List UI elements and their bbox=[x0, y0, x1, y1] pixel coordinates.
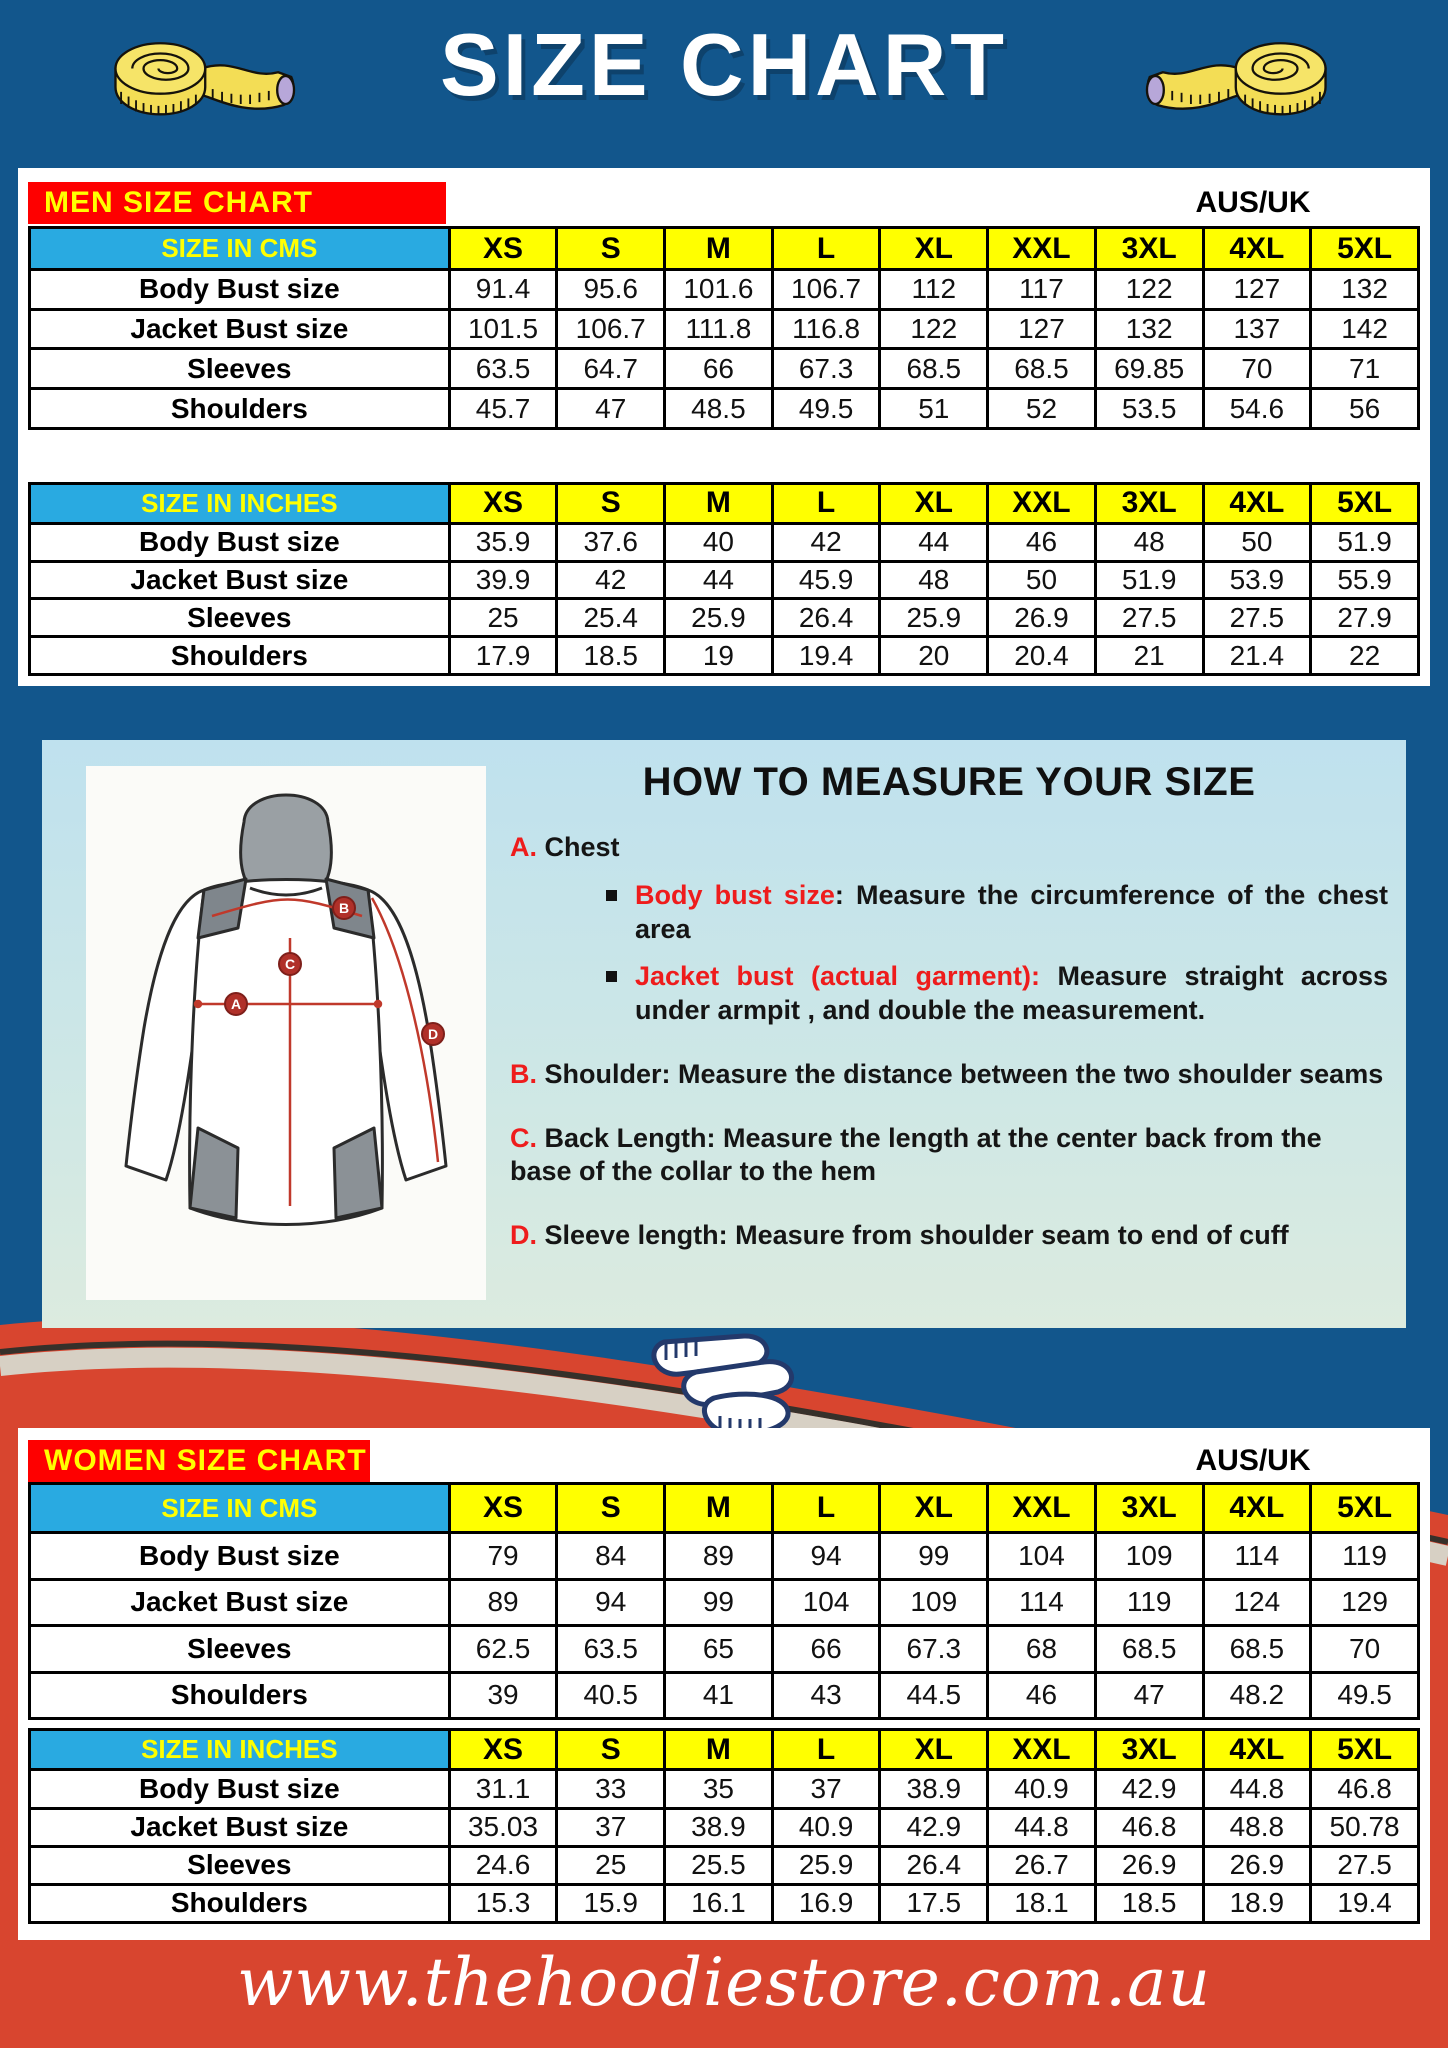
size-value-cell: 38.9 bbox=[880, 1770, 988, 1808]
unit-header-cell: SIZE IN INCHES bbox=[30, 484, 450, 524]
measuring-tape-icon bbox=[1118, 28, 1333, 123]
size-value-cell: 40.9 bbox=[772, 1808, 880, 1846]
size-column-header: XXL bbox=[988, 484, 1096, 524]
size-column-header: S bbox=[557, 228, 665, 270]
size-value-cell: 104 bbox=[988, 1533, 1096, 1579]
unit-header-cell: SIZE IN INCHES bbox=[30, 1730, 450, 1770]
size-value-cell: 41 bbox=[665, 1672, 773, 1718]
size-column-header: S bbox=[557, 484, 665, 524]
size-value-cell: 18.1 bbox=[988, 1884, 1096, 1922]
page-title: SIZE CHART bbox=[440, 15, 1008, 114]
size-value-cell: 68.5 bbox=[1095, 1626, 1203, 1672]
size-value-cell: 27.5 bbox=[1311, 1846, 1419, 1884]
size-value-cell: 129 bbox=[1311, 1579, 1419, 1625]
size-value-cell: 48.2 bbox=[1203, 1672, 1311, 1718]
size-column-header: 4XL bbox=[1203, 228, 1311, 270]
size-column-header: 4XL bbox=[1203, 484, 1311, 524]
size-column-header: 4XL bbox=[1203, 1484, 1311, 1533]
size-value-cell: 99 bbox=[880, 1533, 988, 1579]
size-column-header: XXL bbox=[988, 228, 1096, 270]
size-column-header: XS bbox=[449, 484, 557, 524]
size-value-cell: 27.9 bbox=[1311, 599, 1419, 637]
size-value-cell: 40.5 bbox=[557, 1672, 665, 1718]
size-value-cell: 70 bbox=[1203, 349, 1311, 389]
size-column-header: S bbox=[557, 1484, 665, 1533]
size-value-cell: 63.5 bbox=[557, 1626, 665, 1672]
size-value-cell: 48.5 bbox=[665, 389, 773, 429]
instruction-text: Measure the distance between the two shoulder seams bbox=[670, 1058, 1384, 1089]
size-value-cell: 68.5 bbox=[1203, 1626, 1311, 1672]
instruction-letter: A. bbox=[510, 832, 545, 862]
size-value-cell: 20 bbox=[880, 637, 988, 675]
size-value-cell: 71 bbox=[1311, 349, 1419, 389]
size-value-cell: 70 bbox=[1311, 1626, 1419, 1672]
measurement-row-label: Shoulders bbox=[30, 1884, 450, 1922]
size-value-cell: 35.9 bbox=[449, 523, 557, 561]
size-value-cell: 15.9 bbox=[557, 1884, 665, 1922]
size-value-cell: 99 bbox=[665, 1579, 773, 1625]
size-column-header: 5XL bbox=[1311, 484, 1419, 524]
size-value-cell: 17.5 bbox=[880, 1884, 988, 1922]
size-value-cell: 33 bbox=[557, 1770, 665, 1808]
size-column-header: XL bbox=[880, 1730, 988, 1770]
svg-text:B: B bbox=[338, 900, 350, 916]
measurement-row-label: Body Bust size bbox=[30, 1533, 450, 1579]
size-value-cell: 19 bbox=[665, 637, 773, 675]
size-value-cell: 24.6 bbox=[449, 1846, 557, 1884]
size-value-cell: 68 bbox=[988, 1626, 1096, 1672]
size-value-cell: 21 bbox=[1095, 637, 1203, 675]
size-value-cell: 40 bbox=[665, 523, 773, 561]
size-value-cell: 53.5 bbox=[1095, 389, 1203, 429]
instruction-title: Sleeve length: bbox=[544, 1220, 728, 1250]
size-column-header: XXL bbox=[988, 1730, 1096, 1770]
instruction-title: Chest bbox=[544, 832, 620, 862]
instruction-item bbox=[510, 1058, 1388, 1092]
size-value-cell: 21.4 bbox=[1203, 637, 1311, 675]
size-column-header: M bbox=[665, 228, 773, 270]
size-value-cell: 51 bbox=[880, 389, 988, 429]
measurement-row-label: Sleeves bbox=[30, 1626, 450, 1672]
size-value-cell: 66 bbox=[665, 349, 773, 389]
size-value-cell: 114 bbox=[1203, 1533, 1311, 1579]
region-label: AUS/UK bbox=[1195, 186, 1311, 219]
size-value-cell: 26.9 bbox=[988, 599, 1096, 637]
size-value-cell: 26.7 bbox=[988, 1846, 1096, 1884]
size-column-header: XL bbox=[880, 484, 988, 524]
size-value-cell: 112 bbox=[880, 270, 988, 310]
measurement-row-label: Sleeves bbox=[30, 349, 450, 389]
size-value-cell: 49.5 bbox=[772, 389, 880, 429]
measurement-row-label: Sleeves bbox=[30, 1846, 450, 1884]
size-value-cell: 40.9 bbox=[988, 1770, 1096, 1808]
region-label: AUS/UK bbox=[1195, 1444, 1311, 1477]
size-value-cell: 67.3 bbox=[880, 1626, 988, 1672]
size-value-cell: 56 bbox=[1311, 389, 1419, 429]
measurement-row-label: Jacket Bust size bbox=[30, 309, 450, 349]
size-value-cell: 51.9 bbox=[1311, 523, 1419, 561]
size-value-cell: 127 bbox=[988, 309, 1096, 349]
size-value-cell: 22 bbox=[1311, 637, 1419, 675]
instruction-bullet: Body bust size: Measure the circumference of the chest area bbox=[606, 879, 1388, 947]
size-value-cell: 47 bbox=[1095, 1672, 1203, 1718]
instruction-item bbox=[510, 1219, 1388, 1253]
instruction-letter: D. bbox=[510, 1220, 545, 1250]
size-value-cell: 25.9 bbox=[880, 599, 988, 637]
size-column-header: XS bbox=[449, 1730, 557, 1770]
women-inches-table bbox=[28, 1728, 1420, 1924]
women-size-chart-panel bbox=[18, 1428, 1430, 1940]
size-value-cell: 18.5 bbox=[1095, 1884, 1203, 1922]
size-column-header: L bbox=[772, 1730, 880, 1770]
size-column-header: 3XL bbox=[1095, 1730, 1203, 1770]
size-value-cell: 44.8 bbox=[1203, 1770, 1311, 1808]
size-value-cell: 124 bbox=[1203, 1579, 1311, 1625]
measurement-row-label: Jacket Bust size bbox=[30, 561, 450, 599]
bullet-square-icon bbox=[606, 971, 617, 982]
size-value-cell: 53.9 bbox=[1203, 561, 1311, 599]
size-value-cell: 137 bbox=[1203, 309, 1311, 349]
size-value-cell: 20.4 bbox=[988, 637, 1096, 675]
size-value-cell: 52 bbox=[988, 389, 1096, 429]
size-value-cell: 94 bbox=[772, 1533, 880, 1579]
size-column-header: M bbox=[665, 1730, 773, 1770]
unit-header-cell: SIZE IN CMS bbox=[30, 228, 450, 270]
men-size-chart-panel bbox=[18, 168, 1430, 686]
men-chart-label: MEN SIZE CHART bbox=[28, 182, 446, 224]
instruction-title: Back Length: bbox=[544, 1122, 716, 1153]
women-cm-table bbox=[28, 1482, 1420, 1720]
size-value-cell: 19.4 bbox=[772, 637, 880, 675]
size-value-cell: 38.9 bbox=[665, 1808, 773, 1846]
size-value-cell: 35 bbox=[665, 1770, 773, 1808]
size-value-cell: 109 bbox=[880, 1579, 988, 1625]
size-value-cell: 25 bbox=[449, 599, 557, 637]
size-value-cell: 25.4 bbox=[557, 599, 665, 637]
size-value-cell: 95.6 bbox=[557, 270, 665, 310]
size-value-cell: 114 bbox=[988, 1579, 1096, 1625]
size-value-cell: 42.9 bbox=[1095, 1770, 1203, 1808]
size-value-cell: 44.5 bbox=[880, 1672, 988, 1718]
instruction-text: Measure from shoulder seam to end of cuff bbox=[727, 1220, 1289, 1250]
size-value-cell: 132 bbox=[1095, 309, 1203, 349]
size-value-cell: 67.3 bbox=[772, 349, 880, 389]
size-value-cell: 37 bbox=[772, 1770, 880, 1808]
size-value-cell: 42 bbox=[772, 523, 880, 561]
size-value-cell: 25.5 bbox=[665, 1846, 773, 1884]
size-value-cell: 26.9 bbox=[1203, 1846, 1311, 1884]
hoodie-back-measurement-diagram bbox=[86, 766, 486, 1300]
size-value-cell: 94 bbox=[557, 1579, 665, 1625]
how-to-measure-panel bbox=[42, 740, 1406, 1328]
size-value-cell: 132 bbox=[1311, 270, 1419, 310]
size-value-cell: 127 bbox=[1203, 270, 1311, 310]
size-value-cell: 89 bbox=[449, 1579, 557, 1625]
how-to-measure-heading: HOW TO MEASURE YOUR SIZE bbox=[642, 760, 1256, 804]
measurement-row-label: Body Bust size bbox=[30, 523, 450, 561]
size-table bbox=[28, 1482, 1420, 1720]
size-column-header: M bbox=[665, 1484, 773, 1533]
instruction-item bbox=[510, 831, 1388, 1028]
size-value-cell: 44 bbox=[880, 523, 988, 561]
size-table bbox=[28, 482, 1420, 676]
size-value-cell: 51.9 bbox=[1095, 561, 1203, 599]
instruction-letter: C. bbox=[510, 1122, 545, 1153]
measurement-row-label: Jacket Bust size bbox=[30, 1579, 450, 1625]
size-value-cell: 89 bbox=[665, 1533, 773, 1579]
measurement-row-label: Shoulders bbox=[30, 1672, 450, 1718]
size-value-cell: 37 bbox=[557, 1808, 665, 1846]
size-value-cell: 46.8 bbox=[1311, 1770, 1419, 1808]
size-value-cell: 39.9 bbox=[449, 561, 557, 599]
size-value-cell: 63.5 bbox=[449, 349, 557, 389]
size-value-cell: 39 bbox=[449, 1672, 557, 1718]
size-value-cell: 31.1 bbox=[449, 1770, 557, 1808]
size-value-cell: 46 bbox=[988, 1672, 1096, 1718]
size-value-cell: 45.7 bbox=[449, 389, 557, 429]
measurement-row-label: Shoulders bbox=[30, 637, 450, 675]
size-value-cell: 48.8 bbox=[1203, 1808, 1311, 1846]
size-value-cell: 17.9 bbox=[449, 637, 557, 675]
size-value-cell: 54.6 bbox=[1203, 389, 1311, 429]
size-value-cell: 25 bbox=[557, 1846, 665, 1884]
size-value-cell: 68.5 bbox=[988, 349, 1096, 389]
size-value-cell: 25.9 bbox=[772, 1846, 880, 1884]
size-value-cell: 48 bbox=[1095, 523, 1203, 561]
size-value-cell: 106.7 bbox=[557, 309, 665, 349]
size-value-cell: 64.7 bbox=[557, 349, 665, 389]
size-value-cell: 66 bbox=[772, 1626, 880, 1672]
size-value-cell: 35.03 bbox=[449, 1808, 557, 1846]
size-value-cell: 16.9 bbox=[772, 1884, 880, 1922]
size-value-cell: 68.5 bbox=[880, 349, 988, 389]
measurement-row-label: Body Bust size bbox=[30, 1770, 450, 1808]
size-value-cell: 26.4 bbox=[772, 599, 880, 637]
unit-header-cell: SIZE IN CMS bbox=[30, 1484, 450, 1533]
size-value-cell: 16.1 bbox=[665, 1884, 773, 1922]
page-header bbox=[0, 0, 1448, 140]
size-value-cell: 50 bbox=[988, 561, 1096, 599]
size-value-cell: 117 bbox=[988, 270, 1096, 310]
size-value-cell: 42 bbox=[557, 561, 665, 599]
size-value-cell: 122 bbox=[880, 309, 988, 349]
size-column-header: 5XL bbox=[1311, 1730, 1419, 1770]
women-chart-label: WOMEN SIZE CHART bbox=[28, 1440, 370, 1482]
size-value-cell: 69.85 bbox=[1095, 349, 1203, 389]
size-column-header: L bbox=[772, 1484, 880, 1533]
svg-text:C: C bbox=[284, 956, 296, 972]
size-value-cell: 46 bbox=[988, 523, 1096, 561]
size-value-cell: 101.6 bbox=[665, 270, 773, 310]
size-column-header: XL bbox=[880, 228, 988, 270]
size-value-cell: 62.5 bbox=[449, 1626, 557, 1672]
instruction-text: Measure the length at the center back from the base of the collar to the hem bbox=[510, 1122, 1322, 1187]
size-column-header: L bbox=[772, 228, 880, 270]
size-column-header: XS bbox=[449, 1484, 557, 1533]
size-value-cell: 18.5 bbox=[557, 637, 665, 675]
size-value-cell: 45.9 bbox=[772, 561, 880, 599]
size-value-cell: 46.8 bbox=[1095, 1808, 1203, 1846]
bullet-square-icon bbox=[606, 890, 617, 901]
size-value-cell: 26.4 bbox=[880, 1846, 988, 1884]
measurement-row-label: Body Bust size bbox=[30, 270, 450, 310]
size-value-cell: 44.8 bbox=[988, 1808, 1096, 1846]
measurement-row-label: Jacket Bust size bbox=[30, 1808, 450, 1846]
svg-text:D: D bbox=[427, 1026, 439, 1042]
size-column-header: L bbox=[772, 484, 880, 524]
instruction-item bbox=[510, 1122, 1388, 1190]
men-cm-table bbox=[28, 226, 1420, 430]
size-value-cell: 15.3 bbox=[449, 1884, 557, 1922]
size-value-cell: 142 bbox=[1311, 309, 1419, 349]
size-value-cell: 111.8 bbox=[665, 309, 773, 349]
size-value-cell: 42.9 bbox=[880, 1808, 988, 1846]
size-value-cell: 101.5 bbox=[449, 309, 557, 349]
size-column-header: 5XL bbox=[1311, 228, 1419, 270]
size-value-cell: 27.5 bbox=[1095, 599, 1203, 637]
size-value-cell: 116.8 bbox=[772, 309, 880, 349]
size-value-cell: 79 bbox=[449, 1533, 557, 1579]
size-value-cell: 119 bbox=[1095, 1579, 1203, 1625]
size-column-header: M bbox=[665, 484, 773, 524]
size-value-cell: 43 bbox=[772, 1672, 880, 1718]
store-url: www.thehoodiestore.com.au bbox=[237, 1944, 1211, 2021]
measurement-row-label: Sleeves bbox=[30, 599, 450, 637]
size-value-cell: 106.7 bbox=[772, 270, 880, 310]
size-value-cell: 84 bbox=[557, 1533, 665, 1579]
size-value-cell: 49.5 bbox=[1311, 1672, 1419, 1718]
instruction-letter: B. bbox=[510, 1058, 545, 1089]
size-column-header: 3XL bbox=[1095, 1484, 1203, 1533]
men-inches-table bbox=[28, 482, 1420, 676]
instruction-bullet: Jacket bust (actual garment): Measure straight across under armpit , and double the measurement. bbox=[606, 960, 1388, 1028]
size-value-cell: 37.6 bbox=[557, 523, 665, 561]
size-value-cell: 27.5 bbox=[1203, 599, 1311, 637]
size-column-header: XXL bbox=[988, 1484, 1096, 1533]
size-column-header: XL bbox=[880, 1484, 988, 1533]
measuring-tape-icon bbox=[636, 1332, 826, 1440]
size-column-header: S bbox=[557, 1730, 665, 1770]
size-column-header: 3XL bbox=[1095, 484, 1203, 524]
size-value-cell: 26.9 bbox=[1095, 1846, 1203, 1884]
size-value-cell: 18.9 bbox=[1203, 1884, 1311, 1922]
size-value-cell: 104 bbox=[772, 1579, 880, 1625]
size-column-header: 5XL bbox=[1311, 1484, 1419, 1533]
size-value-cell: 122 bbox=[1095, 270, 1203, 310]
size-value-cell: 50 bbox=[1203, 523, 1311, 561]
how-to-measure-text bbox=[510, 746, 1388, 1253]
size-value-cell: 65 bbox=[665, 1626, 773, 1672]
size-column-header: 3XL bbox=[1095, 228, 1203, 270]
size-column-header: 4XL bbox=[1203, 1730, 1311, 1770]
size-column-header: XS bbox=[449, 228, 557, 270]
size-value-cell: 47 bbox=[557, 389, 665, 429]
measurement-row-label: Shoulders bbox=[30, 389, 450, 429]
size-table bbox=[28, 1728, 1420, 1924]
size-value-cell: 109 bbox=[1095, 1533, 1203, 1579]
size-value-cell: 48 bbox=[880, 561, 988, 599]
size-value-cell: 50.78 bbox=[1311, 1808, 1419, 1846]
size-value-cell: 55.9 bbox=[1311, 561, 1419, 599]
size-value-cell: 25.9 bbox=[665, 599, 773, 637]
instruction-title: Shoulder: bbox=[544, 1058, 671, 1089]
size-table bbox=[28, 226, 1420, 430]
size-value-cell: 19.4 bbox=[1311, 1884, 1419, 1922]
size-value-cell: 91.4 bbox=[449, 270, 557, 310]
svg-text:A: A bbox=[230, 996, 242, 1012]
instruction-list bbox=[510, 831, 1388, 1253]
size-value-cell: 44 bbox=[665, 561, 773, 599]
size-value-cell: 119 bbox=[1311, 1533, 1419, 1579]
